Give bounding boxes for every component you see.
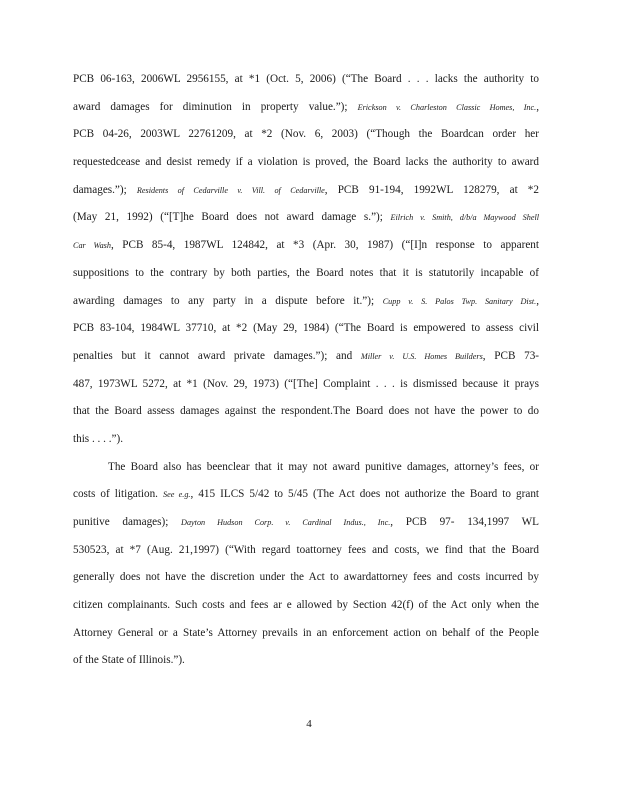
- text-line: [73, 66, 539, 94]
- text-line: [73, 177, 539, 205]
- line-text: of the State of Illinois.”).: [73, 654, 185, 667]
- line-text: The Board also has beenclear that it may not award punitive damages, attorney’s fees, or: [108, 460, 539, 473]
- text-line: [73, 647, 539, 675]
- case-citation: Cupp v. S. Palos Twp. Sanitary Dist.: [382, 296, 537, 306]
- line-text: PCB 04-26, 2003WL 22761209, at *2 (Nov. 6, 2003) (“Though the Boardcan order her: [73, 128, 539, 141]
- line-text: costs of litigation.: [73, 488, 158, 501]
- line-text: citizen complainants. Such costs and fees ar e allowed by Section 42(f) of the Act only when the: [73, 599, 539, 612]
- case-citation: Dayton Hudson Corp. v. Cardinal Indus., Inc.: [181, 518, 391, 527]
- case-citation: Erickson v. Charleston Classic Homes, Inc.: [357, 102, 537, 112]
- line-text: Attorney General or a State’s Attorney prevails in an enforcement action on behalf of the People: [73, 626, 539, 639]
- line-text: 530523, at *7 (Aug. 21,1997) (“With regard toattorney fees and costs, we find that the Board: [73, 543, 539, 556]
- case-citation: Car Wash: [73, 241, 111, 251]
- line-text: generally does not have the discretion under the Act to awardattorney fees and costs incurred by: [73, 571, 539, 584]
- line-text: PCB 06-163, 2006WL 2956155, at *1 (Oct. 5, 2006) (“The Board . . . lacks the authority to: [73, 73, 539, 85]
- line-text: awarding damages to any party in a dispute before it.”);: [73, 294, 375, 307]
- line-text: , PCB 97- 134,1997 WL: [390, 516, 540, 528]
- text-line: [73, 454, 539, 482]
- text-line: [73, 426, 539, 454]
- line-text: this . . . .”).: [73, 432, 124, 445]
- line-text: ,: [536, 294, 539, 307]
- text-line: [73, 232, 539, 260]
- body-text: [73, 66, 539, 675]
- text-line: [73, 204, 539, 232]
- text-line: [73, 481, 539, 509]
- page-number: 4: [306, 718, 312, 730]
- line-text: requestedcease and desist remedy if a violation is proved, the Board lacks the authority to award: [73, 156, 539, 169]
- line-text: PCB 83-104, 1984WL 37710, at *2 (May 29, 1984) (“The Board is empowered to assess civil: [73, 322, 539, 335]
- line-text: punitive damages);: [73, 516, 169, 528]
- line-text: , 415 ILCS 5/42 to 5/45 (The Act does not authorize the Board to grant: [190, 488, 540, 501]
- text-line: [73, 149, 539, 177]
- line-text: , PCB 91-194, 1992WL 128279, at *2: [324, 183, 539, 196]
- case-citation: Eilrich v. Smith, d/b/a Maywood Shell: [390, 213, 540, 223]
- text-line: [73, 537, 539, 565]
- line-text: , PCB 85-4, 1987WL 124842, at *3 (Apr. 30, 1987) (“[I]n response to apparent: [110, 239, 539, 252]
- text-line: [73, 371, 539, 399]
- case-citation: Miller v. U.S. Homes Builders: [360, 351, 483, 361]
- text-line: [73, 620, 539, 648]
- text-line: [73, 509, 539, 537]
- text-line: [73, 343, 539, 371]
- text-line: [73, 564, 539, 592]
- line-text: damages.”);: [73, 183, 127, 196]
- line-text: , PCB 73-: [482, 349, 540, 362]
- text-line: [73, 94, 539, 122]
- citation-signal: See e.g.: [163, 490, 191, 500]
- line-text: ,: [536, 100, 539, 113]
- line-text: penalties but it cannot award private damages.”); and: [73, 349, 353, 362]
- line-text: suppositions to the contrary by both parties, the Board notes that it is statutorily incapable of: [73, 266, 539, 279]
- case-citation: Residents of Cedarville v. Vill. of Cedarville: [136, 185, 325, 195]
- text-line: [73, 592, 539, 620]
- line-text: 487, 1973WL 5272, at *1 (Nov. 29, 1973) (“[The] Complaint . . . is dismissed because it prays: [73, 377, 539, 390]
- line-text: that the Board assess damages against the respondent.The Board does not have the power to do: [73, 405, 539, 418]
- text-line: [73, 315, 539, 343]
- line-text: award damages for diminution in property value.”);: [73, 100, 348, 113]
- text-line: [73, 398, 539, 426]
- text-line: [73, 260, 539, 288]
- text-line: [73, 288, 539, 316]
- line-text: (May 21, 1992) (“[T]he Board does not award damage s.”);: [73, 211, 383, 224]
- text-line: [73, 121, 539, 149]
